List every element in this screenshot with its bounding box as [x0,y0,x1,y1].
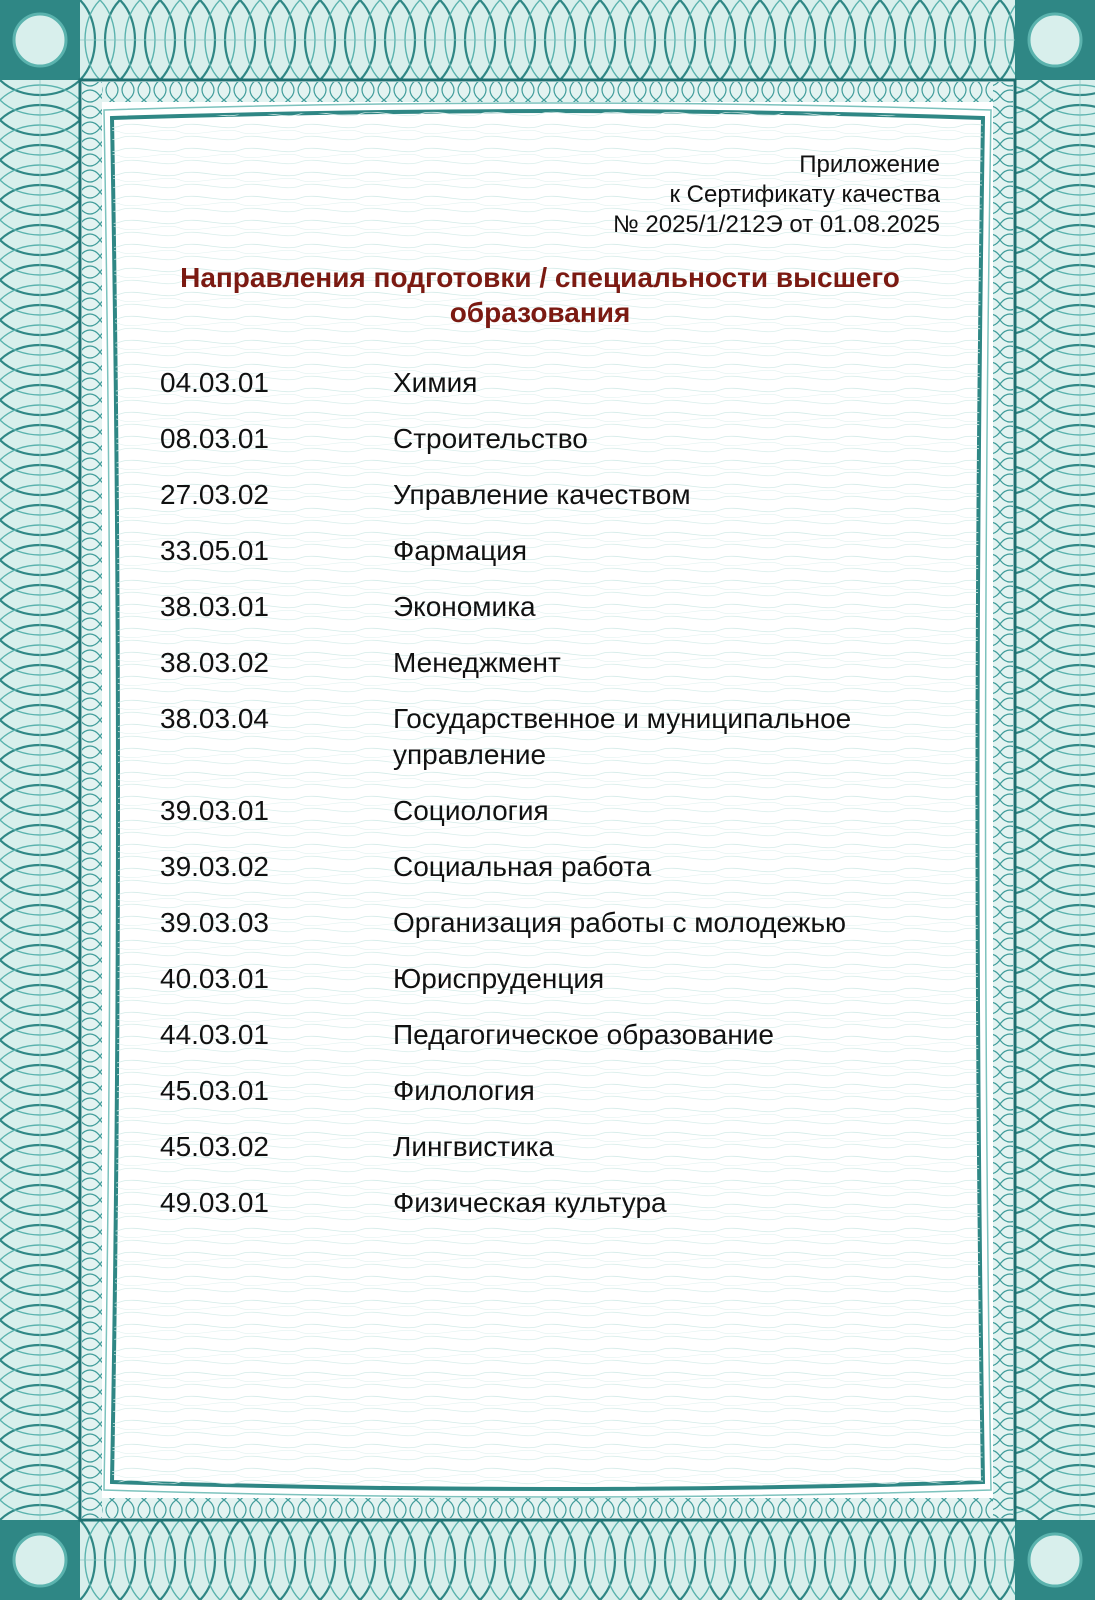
list-item [160,477,940,513]
list-item [160,533,940,569]
specialty-code: 45.03.01 [160,1075,269,1106]
list-item [160,961,940,997]
specialty-code: 08.03.01 [160,423,269,454]
list-item [160,1185,940,1221]
specialty-name: Фармация [393,535,528,566]
list-item [160,701,940,773]
specialty-code: 39.03.02 [160,851,269,882]
list-item [160,1129,940,1165]
specialty-code: 39.03.01 [160,795,269,826]
list-item [160,849,940,885]
specialty-name: Социология [393,795,549,826]
list-item [160,1017,940,1053]
specialty-name: Социальная работа [393,851,652,882]
specialty-name: Химия [393,367,478,398]
list-item [160,1073,940,1109]
specialty-code: 44.03.01 [160,1019,269,1050]
list-item [160,905,940,941]
list-item [160,365,940,401]
page-title [140,260,940,330]
page-title-line-2: образования [449,297,631,328]
list-item [160,793,940,829]
specialty-name: Лингвистика [393,1131,555,1162]
specialty-code: 45.03.02 [160,1131,269,1162]
specialty-code: 38.03.01 [160,591,269,622]
specialty-code: 49.03.01 [160,1187,269,1218]
appendix-label: Приложение [799,151,940,178]
specialty-code: 04.03.01 [160,367,269,398]
specialty-code: 40.03.01 [160,963,269,994]
certificate-content [120,120,975,1480]
specialty-name: Менеджмент [393,647,561,678]
specialty-code: 39.03.03 [160,907,269,938]
specialty-name: Физическая культура [393,1187,667,1218]
specialty-name: Экономика [393,591,536,622]
specialty-name: Государственное и муниципальное управление [393,703,852,770]
appendix-header [613,150,940,240]
specialty-name: Управление качеством [393,479,691,510]
page-title-line-1: Направления подготовки / специальности высшего [180,262,900,293]
specialty-name: Филология [393,1075,535,1106]
list-item [160,421,940,457]
specialty-code: 38.03.02 [160,647,269,678]
specialty-name: Педагогическое образование [393,1019,775,1050]
list-item [160,645,940,681]
specialty-code: 38.03.04 [160,703,269,734]
list-item [160,589,940,625]
specialty-code: 27.03.02 [160,479,269,510]
specialty-name: Строительство [393,423,588,454]
appendix-reference: к Сертификату качества [669,181,940,208]
specialty-name: Организация работы с молодежью [393,907,847,938]
specialty-name: Юриспруденция [393,963,605,994]
specialty-code: 33.05.01 [160,535,269,566]
certificate-number: № 2025/1/212Э от 01.08.2025 [612,211,940,238]
specialty-list [160,365,940,1241]
